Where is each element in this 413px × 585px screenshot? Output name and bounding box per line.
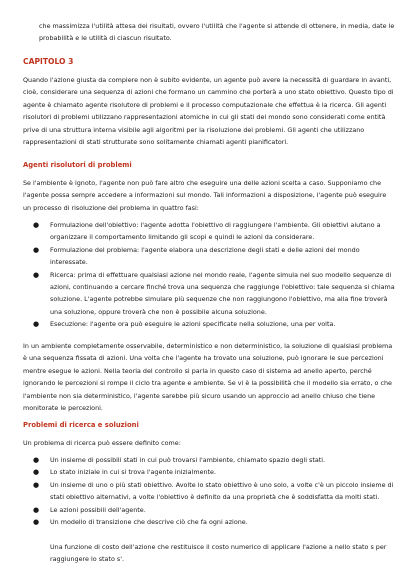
list-item: ● Ricerca: prima di effettuare qualsiasi azione nel mondo reale, l'agente simula nel suo modello sequenze di azioni, continuando a cercare finché trova una sequenza che raggiunge l'obiettivo: tale sequenza si chiama soluzione. L'agente potrebbe simulare più sequenze che non raggiungono l'obiettivo, ma alla fine troverà una soluzione, oppure troverà che non è possibile alcuna soluzione. bbox=[33, 270, 395, 316]
section1-intro-paragraph: Se l'ambiente è ignoto, l'agente non può fare altro che eseguire una delle azioni scelta a caso. Supponiamo che l'agente possa sempre accedere a informazioni sul mondo. Tali informazioni a disposizione, l'agente può eseguire un processo di risoluzione del problema in quattro fasi: bbox=[23, 179, 387, 212]
search-problem-definition-list bbox=[23, 454, 395, 528]
list-item: ● Un insieme di uno o più stati obiettivo. Avolte lo stato obiettivo è uno solo, a volte c'è un piccolo insieme di stati obiettivo alternativi, a volte l'obiettivo è definito da una proprietà che è soddisfatta da molti stati. bbox=[33, 480, 394, 502]
section1-closing-paragraph: In un ambiente completamente osservabile, deterministico e non deterministico, la soluzione di qualsiasi problema è una sequenza fissata di azioni. Una volta che l'agente ha trovato una soluzione, può ignorare le sue percezioni mentre esegue le azioni. Nella teoria del controllo si parla in questo caso di sistema ad anello aperto, perché ignorando le percezioni si rompe il ciclo tra agente e ambiente. Se vi è la possibilità che il modello sia errato, o che l'ambiente non sia deterministico, l'agente sarebbe più sicuro usando un approccio ad anello chiuso che tiene monitorate le percezioni. bbox=[23, 342, 393, 413]
bullet-icon: ● bbox=[33, 320, 40, 329]
bullet-icon: ● bbox=[33, 505, 40, 514]
section2-intro-paragraph: Un problema di ricerca può essere definito come: bbox=[23, 439, 181, 447]
list-item: ● Un insieme di possibili stati in cui può trovarsi l'ambiente, chiamato spazio degli stati. bbox=[23, 454, 395, 466]
chapter-intro-paragraph: Quando l'azione giusta da compiere non è subito evidente, un agente può avere la necessità di guardare in avanti, cioè, considerare una sequenza di azioni che formano un cammino che porterà a uno stato obiettivo. Questo tipo di agente è chiamato agente risolutore di problemi e il processo computazionale che effettua è la ricerca. Gli agenti risolutori di problemi utilizzano rappresentazioni atomiche in cui gli stati del mondo sono considerati come entità prive di una struttura interna visibile agli algoritmi per la risoluzione dei problemi. Gli agenti che utilizzano rappresentazioni di stati strutturate sono solitamente chiamati agenti pianificatori. bbox=[23, 76, 394, 147]
list-item: ● Formulazione del problema: l'agente elabora una descrizione degli stati e delle azioni del mondo interessate. bbox=[33, 245, 360, 267]
bullet-icon: ● bbox=[33, 456, 40, 464]
intro-tail-paragraph: che massimizza l'utilità attesa dei risultati, ovvero l'utilità che l'agente si attende di ottenere, in media, date le probabilità e le utilità di ciascun risultato. bbox=[39, 22, 395, 43]
phase-list bbox=[23, 219, 395, 331]
list-item: ● Le azioni possibili dell'agente. bbox=[23, 504, 395, 516]
section-title-problem-solving-agents: Agenti risolutori di problemi bbox=[23, 161, 132, 169]
bullet-icon: ● bbox=[33, 245, 40, 254]
list-item: ● Un modello di transizione che descrive ciò che fa ogni azione. bbox=[23, 516, 395, 528]
list-item: ● Formulazione dell'obiettivo: l'agente adotta l'obiettivo di raggiungere l'ambiente. Gli obiettivi aiutano a organizzare il comportamento limitando gli scopi e quindi le azioni da considerare. bbox=[33, 221, 381, 242]
chapter-title: CAPITOLO 3 bbox=[23, 57, 74, 66]
bullet-icon: ● bbox=[33, 518, 40, 527]
bullet-icon: ● bbox=[33, 221, 40, 229]
bullet-icon: ● bbox=[33, 270, 40, 279]
section-title-search-problems: Problemi di ricerca e soluzioni bbox=[23, 421, 139, 429]
list-item: ● Lo stato iniziale in cui si trova l'agente inizialmente. bbox=[23, 466, 395, 478]
list-item: ● Esecuzione: l'agente ora può eseguire le azioni specificate nella soluzione, una per volta. bbox=[23, 318, 395, 330]
bullet-icon: ● bbox=[33, 468, 40, 477]
cost-function-note: Una funzione di costo dell'azione che restituisce il costo numerico di applicare l'azione a nello stato s per raggiungere lo stato s'. bbox=[50, 543, 387, 564]
bullet-icon: ● bbox=[33, 480, 40, 489]
